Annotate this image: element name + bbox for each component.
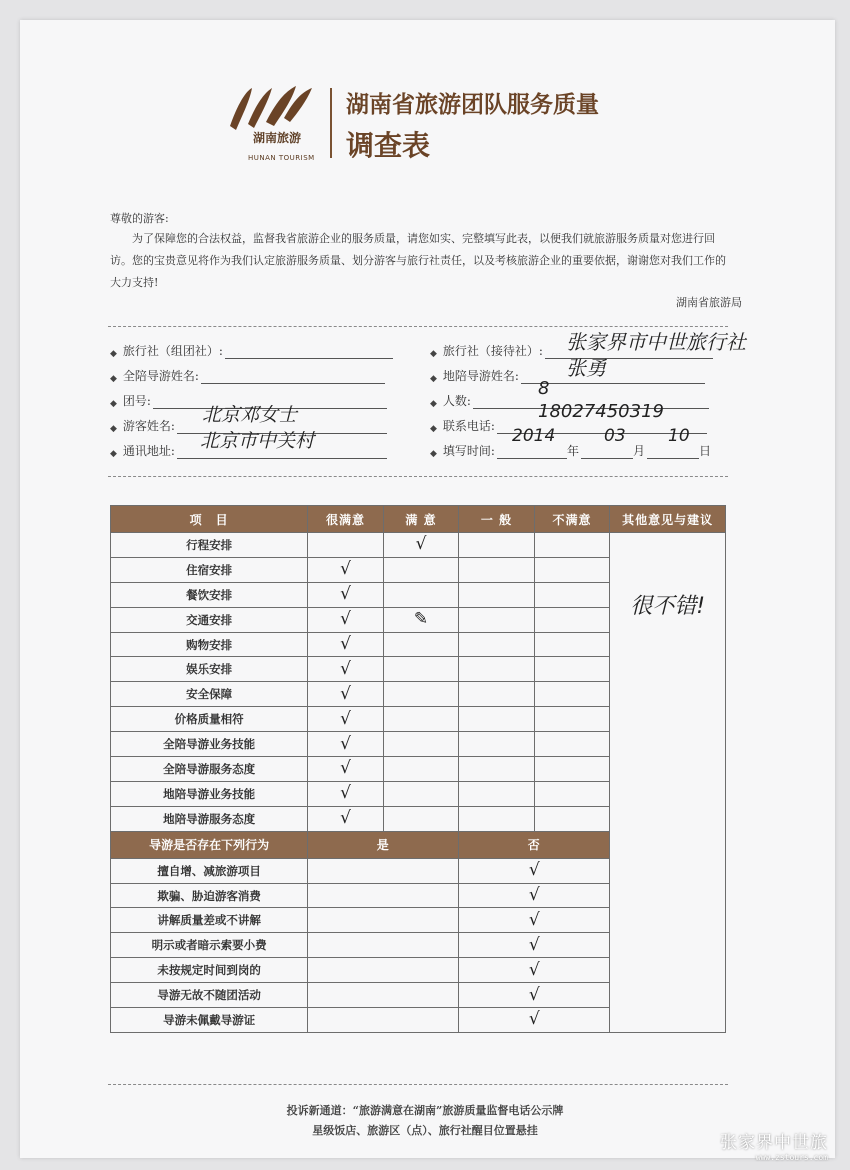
behavior-item: 导游无故不随团活动 (111, 983, 308, 1008)
rating-cell[interactable] (459, 632, 534, 657)
field-label: 团号: (122, 394, 151, 408)
header-satisfied: 满 意 (383, 506, 458, 533)
behavior-item: 擅自增、减旅游项目 (111, 858, 308, 883)
rating-cell[interactable] (534, 607, 609, 632)
diamond-icon: ◆ (110, 374, 117, 384)
behavior-yes-cell[interactable] (308, 958, 459, 983)
rating-cell[interactable] (383, 806, 458, 831)
rating-cell[interactable] (534, 781, 609, 806)
behavior-no-cell[interactable] (459, 858, 610, 883)
rating-cell[interactable] (383, 582, 458, 607)
rating-cell[interactable] (308, 607, 383, 632)
rating-cell[interactable] (534, 806, 609, 831)
logo-english: HUNAN TOURISM (248, 154, 315, 162)
rating-cell[interactable] (383, 632, 458, 657)
header-average: 一 般 (459, 506, 534, 533)
diamond-icon: ◆ (430, 449, 437, 459)
day-value: 10 (668, 426, 690, 446)
field-line (225, 344, 393, 359)
rating-cell[interactable] (308, 757, 383, 782)
check-mark: √ (415, 534, 427, 555)
year-unit: 年 (566, 444, 579, 458)
rating-cell[interactable] (534, 757, 609, 782)
rating-cell[interactable] (459, 757, 534, 782)
rating-cell[interactable] (534, 632, 609, 657)
form-title-2: 调查表 (346, 129, 431, 162)
rating-cell[interactable] (534, 732, 609, 757)
rating-cell[interactable] (308, 582, 383, 607)
footer-line-1: 投诉新通道：“旅游满意在湖南”旅游质量监督电话公示牌 (286, 1104, 564, 1117)
rating-cell[interactable] (383, 607, 458, 632)
behavior-item: 未按规定时间到岗的 (111, 958, 308, 983)
rating-cell[interactable] (534, 582, 609, 607)
behavior-no-cell[interactable] (459, 908, 610, 933)
rating-cell[interactable] (459, 806, 534, 831)
field-label: 地陪导游姓名: (442, 369, 519, 383)
check-mark: √ (340, 708, 351, 729)
behavior-yes-cell[interactable] (308, 983, 459, 1008)
rating-cell[interactable] (459, 582, 534, 607)
check-mark: √ (340, 758, 351, 779)
check-mark: √ (340, 808, 351, 829)
rating-cell[interactable] (534, 533, 609, 558)
behavior-yes-cell[interactable] (308, 933, 459, 958)
rating-item: 行程安排 (111, 533, 308, 558)
divider-middle (108, 476, 728, 477)
rating-item: 全陪导游服务态度 (111, 757, 308, 782)
rating-cell[interactable] (383, 557, 458, 582)
check-mark: √ (340, 559, 351, 580)
rating-item: 住宿安排 (111, 557, 308, 582)
intro-paragraph: 为了保障您的合法权益，监督我省旅游企业的服务质量，请您如实、完整填写此表，以便我们就旅游服务质量对您进行回访。您的宝贵意见将作为我们认定旅游服务质量、划分游客与旅行社责任，以及考核旅游企业的重要依据，谢谢您对我们工作的大力支持! (110, 232, 726, 289)
field-label: 人数: (442, 394, 471, 408)
rating-item: 交通安排 (111, 607, 308, 632)
year-value: 2014 (512, 426, 556, 446)
check-mark: √ (340, 658, 351, 679)
rating-cell[interactable] (308, 707, 383, 732)
divider-bottom (108, 1084, 728, 1085)
form-title: 湖南省旅游团队服务质量 (346, 92, 599, 118)
table-row (111, 533, 726, 558)
diamond-icon: ◆ (110, 424, 117, 434)
rating-cell[interactable] (534, 657, 609, 682)
field-label: 填写时间: (442, 444, 495, 458)
header-item: 项 目 (111, 506, 308, 533)
rating-cell[interactable] (383, 732, 458, 757)
field-line (647, 444, 699, 459)
field-label: 通讯地址: (122, 444, 175, 458)
field-label: 游客姓名: (122, 419, 175, 433)
header-divider (330, 88, 332, 158)
rating-cell[interactable] (308, 806, 383, 831)
rating-item: 价格质量相符 (111, 707, 308, 732)
rating-cell[interactable] (308, 632, 383, 657)
diamond-icon: ◆ (430, 374, 437, 384)
field-label: 联系电话: (442, 419, 495, 433)
rating-cell[interactable] (459, 781, 534, 806)
diamond-icon: ◆ (430, 399, 437, 409)
watermark-name: 张家界中世旅 (720, 1133, 828, 1153)
other-comment-text: 很不错! (630, 594, 706, 619)
behavior-header: 导游是否存在下列行为 (111, 831, 308, 858)
check-mark: √ (340, 733, 351, 754)
month-value: 03 (604, 426, 626, 446)
rating-cell[interactable] (459, 557, 534, 582)
check-mark: √ (340, 609, 351, 630)
rating-cell[interactable] (308, 732, 383, 757)
diamond-icon: ◆ (430, 349, 437, 359)
behavior-no-cell[interactable] (459, 1008, 610, 1033)
rating-cell[interactable] (383, 781, 458, 806)
check-mark: √ (528, 885, 540, 906)
address-value: 北京市中关村 (200, 430, 315, 452)
rating-cell[interactable] (383, 682, 458, 707)
rating-cell[interactable] (308, 781, 383, 806)
header-unsatisfied: 不满意 (534, 506, 609, 533)
rating-cell[interactable] (459, 533, 534, 558)
behavior-item: 讲解质量差或不讲解 (111, 908, 308, 933)
behavior-item: 明示或者暗示索要小费 (111, 933, 308, 958)
rating-cell[interactable] (308, 533, 383, 558)
check-mark: √ (340, 783, 351, 804)
phone-value: 18027450319 (538, 401, 664, 422)
behavior-yes-cell[interactable] (308, 1008, 459, 1033)
diamond-icon: ◆ (110, 399, 117, 409)
check-mark: √ (528, 1009, 540, 1030)
rating-cell[interactable] (308, 682, 383, 707)
behavior-no-cell[interactable] (459, 933, 610, 958)
rating-item: 娱乐安排 (111, 657, 308, 682)
rating-cell[interactable] (383, 533, 458, 558)
field-label: 全陪导游姓名: (122, 369, 199, 383)
diamond-icon: ◆ (430, 424, 437, 434)
check-mark: √ (528, 984, 540, 1005)
rating-cell[interactable] (459, 707, 534, 732)
rating-cell[interactable] (459, 682, 534, 707)
other-comments-cell[interactable] (610, 533, 726, 1033)
rating-cell[interactable] (383, 657, 458, 682)
local-guide-value: 张勇 (566, 356, 606, 380)
check-mark: √ (528, 934, 540, 955)
rating-cell[interactable] (459, 732, 534, 757)
behavior-no-cell[interactable] (459, 883, 610, 908)
field-line (497, 444, 567, 459)
tour-guide-field[interactable] (110, 367, 385, 384)
watermark (720, 1128, 828, 1162)
check-mark: √ (528, 860, 540, 881)
check-mark: √ (528, 909, 540, 930)
rating-cell[interactable] (534, 557, 609, 582)
rating-cell[interactable] (383, 757, 458, 782)
behavior-header-no: 否 (459, 831, 610, 858)
behavior-no-cell[interactable] (459, 958, 610, 983)
rating-item: 全陪导游业务技能 (111, 732, 308, 757)
check-mark: √ (340, 584, 351, 605)
rating-cell[interactable] (459, 607, 534, 632)
visitor-name-value: 北京邓女士 (202, 404, 298, 426)
headcount-value: 8 (538, 378, 550, 399)
rating-item: 餐饮安排 (111, 582, 308, 607)
behavior-header-yes: 是 (308, 831, 459, 858)
organizer-agency-field[interactable] (110, 342, 393, 359)
rating-item: 地陪导游服务态度 (111, 806, 308, 831)
logo-subtitle: 湖南旅游 (253, 131, 302, 145)
footer-line-2: 星级饭店、旅游区（点）、旅行社醒目位置悬挂 (312, 1124, 538, 1137)
rating-cell[interactable] (308, 557, 383, 582)
rating-cell[interactable] (534, 682, 609, 707)
header-other-comments: 其他意见与建议 (610, 506, 726, 533)
behavior-yes-cell[interactable] (308, 883, 459, 908)
header-very-satisfied: 很满意 (308, 506, 383, 533)
behavior-yes-cell[interactable] (308, 908, 459, 933)
behavior-item: 欺骗、胁迫游客消费 (111, 883, 308, 908)
check-mark: √ (340, 683, 351, 704)
watermark-url: www.zstours.com (755, 1153, 828, 1162)
behavior-yes-cell[interactable] (308, 858, 459, 883)
diamond-icon: ◆ (110, 349, 117, 359)
diamond-icon: ◆ (110, 449, 117, 459)
receiving-agency-value: 张家界市中世旅行社 (566, 330, 746, 354)
rating-item: 安全保障 (111, 682, 308, 707)
rating-cell[interactable] (383, 707, 458, 732)
rating-item: 购物安排 (111, 632, 308, 657)
check-mark: √ (528, 959, 540, 980)
salutation: 尊敬的游客: (110, 212, 169, 225)
field-label: 旅行社（组团社）: (122, 344, 223, 358)
behavior-item: 导游未佩戴导游证 (111, 1008, 308, 1033)
satisfaction-table (110, 505, 726, 1033)
field-label: 旅行社（接待社）: (442, 344, 543, 358)
signature: 湖南省旅游局 (676, 296, 742, 309)
check-mark: √ (340, 634, 351, 654)
field-line (581, 444, 633, 459)
rating-cell[interactable] (308, 657, 383, 682)
rating-cell[interactable] (534, 707, 609, 732)
behavior-no-cell[interactable] (459, 983, 610, 1008)
rating-item: 地陪导游业务技能 (111, 781, 308, 806)
rating-cell[interactable] (459, 657, 534, 682)
field-line (201, 369, 385, 384)
day-unit: 日 (699, 444, 712, 458)
scribble-mark: ✎ (413, 609, 429, 630)
month-unit: 月 (632, 444, 645, 458)
